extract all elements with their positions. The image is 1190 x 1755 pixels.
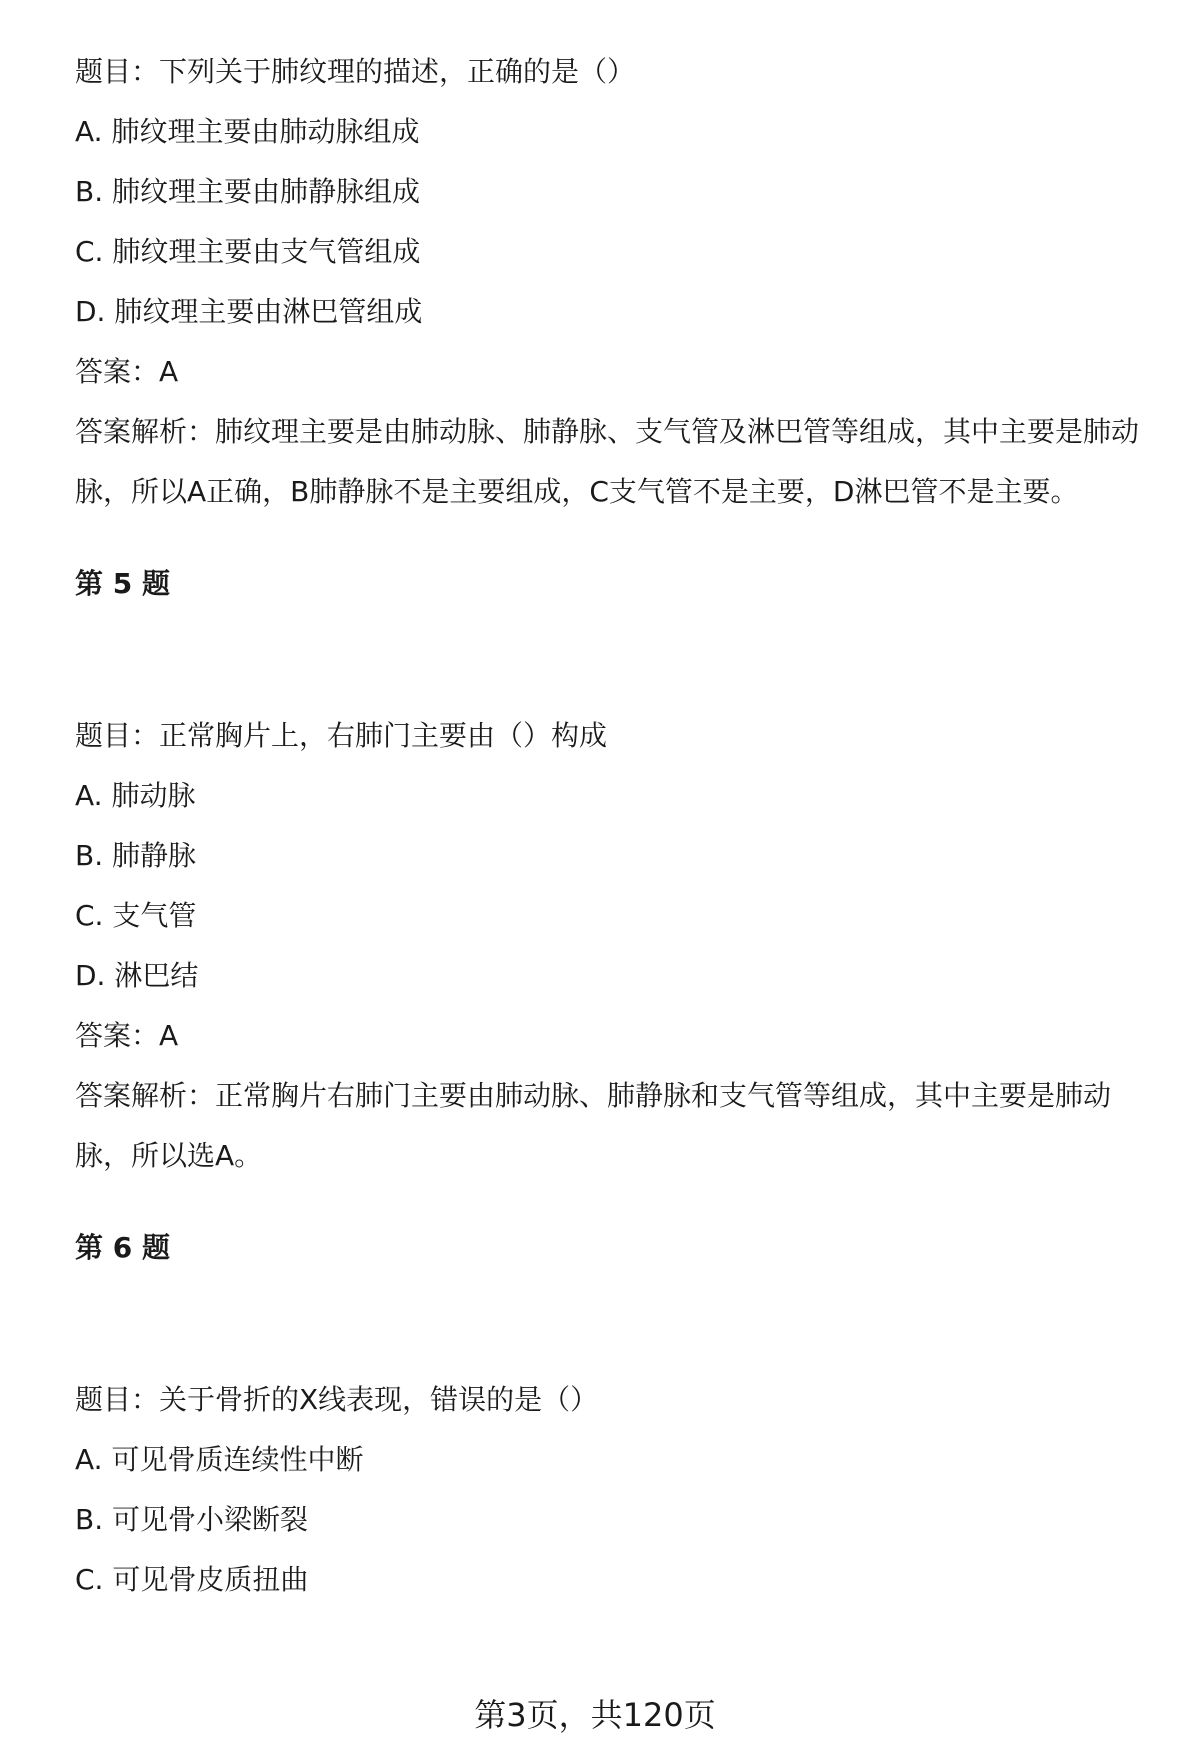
question-text: 题目：关于骨折的X线表现，错误的是（） (75, 1383, 599, 1416)
option-b: B. 可见骨小梁断裂 (75, 1503, 309, 1536)
option-d: D. 肺纹理主要由淋巴管组成 (75, 295, 423, 328)
answer-analysis: 答案解析：肺纹理主要是由肺动脉、肺静脉、支气管及淋巴管等组成，其中主要是肺动脉，所以A正确，B肺静脉不是主要组成，C支气管不是主要，D淋巴管不是主要。 (75, 415, 1140, 508)
question-text: 题目：下列关于肺纹理的描述，正确的是（） (75, 55, 636, 88)
answer-analysis: 答案解析：正常胸片右肺门主要由肺动脉、肺静脉和支气管等组成，其中主要是肺动脉，所以选A。 (75, 1079, 1112, 1172)
question-heading: 第 6 题 (75, 1231, 170, 1264)
page-footer: 第3页，共120页 (474, 1696, 716, 1734)
option-a: A. 肺纹理主要由肺动脉组成 (75, 115, 420, 148)
option-c: C. 支气管 (75, 899, 197, 932)
option-c: C. 肺纹理主要由支气管组成 (75, 235, 421, 268)
option-b: B. 肺静脉 (75, 839, 197, 872)
option-b: B. 肺纹理主要由肺静脉组成 (75, 175, 421, 208)
question-block-5 (75, 554, 1165, 1186)
question-text: 题目：正常胸片上，右肺门主要由（）构成 (75, 719, 608, 752)
question-block-6 (75, 1218, 1165, 1610)
spacer (75, 1278, 1165, 1370)
document-content (75, 42, 1165, 1610)
option-a: A. 可见骨质连续性中断 (75, 1443, 364, 1476)
option-d: D. 淋巴结 (75, 959, 199, 992)
answer-text: 答案：A (75, 1019, 179, 1052)
spacer (75, 614, 1165, 706)
question-heading: 第 5 题 (75, 567, 170, 600)
option-c: C. 可见骨皮质扭曲 (75, 1563, 309, 1596)
option-a: A. 肺动脉 (75, 779, 196, 812)
answer-text: 答案：A (75, 355, 179, 388)
question-block-4 (75, 42, 1165, 522)
